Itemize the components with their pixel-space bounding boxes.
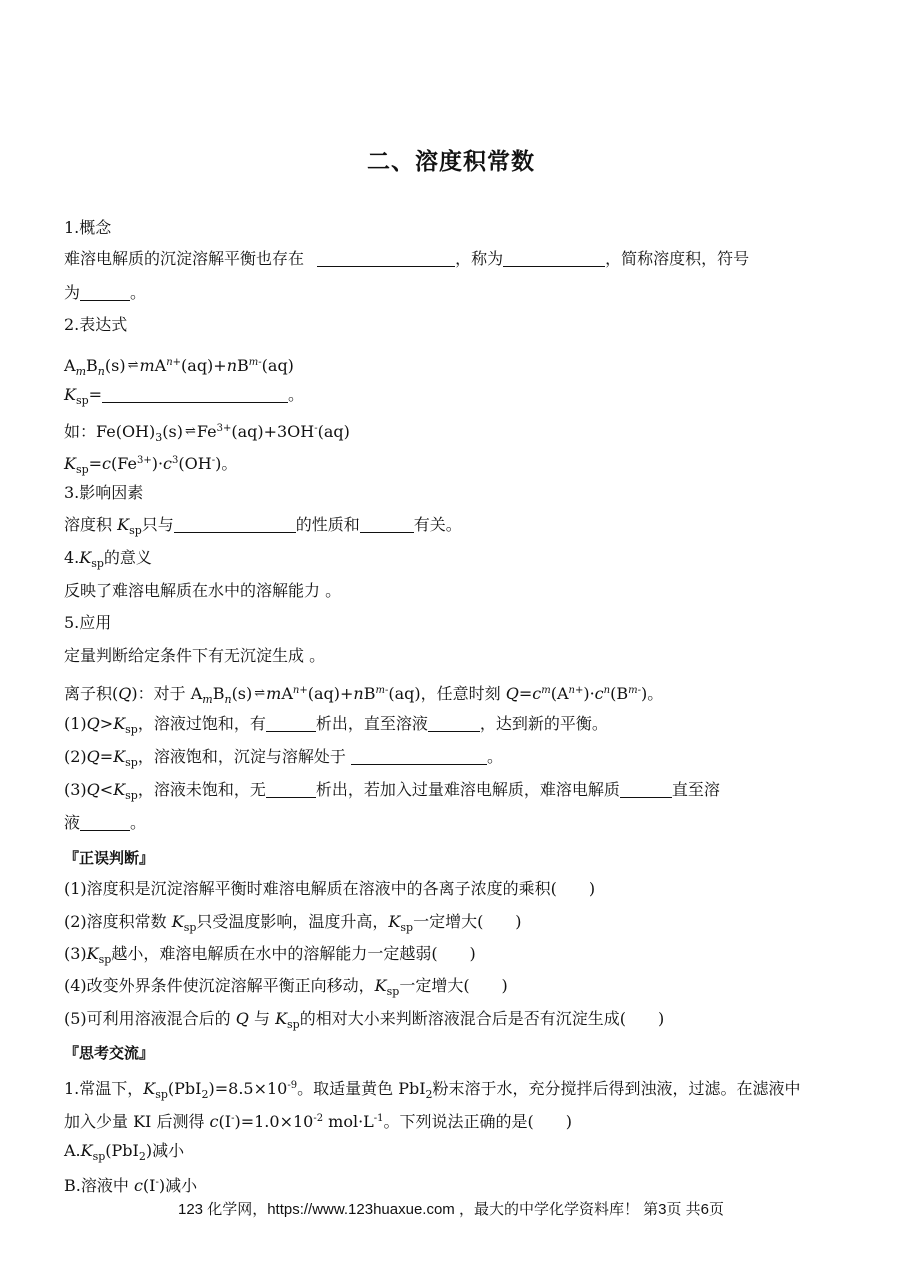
text: A. <box>64 1141 81 1160</box>
subscript: sp <box>125 756 138 769</box>
text: A <box>281 684 293 703</box>
text: 析出，若加入过量难溶电解质，难溶电解质 <box>315 780 620 799</box>
page-title: 二、溶度积常数 <box>367 148 535 175</box>
judge-heading: 『正误判断』 <box>64 849 155 867</box>
text: Q <box>505 684 519 703</box>
text: 只受温度影响，温度升高， <box>196 912 389 931</box>
option-b <box>64 1172 197 1197</box>
subscript: 2 <box>138 1150 146 1163</box>
text: ，达到新的平衡。 <box>479 714 608 733</box>
text: Fe <box>196 422 217 441</box>
superscript: m- <box>248 357 262 368</box>
text: n <box>226 356 238 375</box>
subscript: sp <box>91 557 104 570</box>
text: 一定增大( ) <box>399 976 508 995</box>
text: (1) <box>64 714 87 733</box>
subscript: sp <box>400 921 414 934</box>
subscript: sp <box>155 1088 168 1101</box>
subscript: sp <box>98 953 112 966</box>
superscript: m- <box>628 685 641 696</box>
text: B <box>212 684 225 703</box>
text: c <box>594 684 604 703</box>
text: Q <box>118 684 132 703</box>
superscript: 3+ <box>136 455 152 466</box>
text: K <box>113 714 126 733</box>
section-4-heading <box>64 547 152 575</box>
text: m <box>139 356 155 375</box>
text: K <box>113 780 126 799</box>
superscript: n+ <box>166 357 182 368</box>
blank <box>317 250 455 267</box>
text: 的相对大小来判断溶液混合后是否有沉淀生成( ) <box>299 1009 665 1028</box>
text: K <box>143 1079 156 1098</box>
text: 。下列说法正确的是( ) <box>383 1112 573 1131</box>
text: Q <box>86 780 100 799</box>
ksp-expression-blank <box>64 384 304 412</box>
text: ，简称溶度积，符号 <box>605 249 750 268</box>
blank <box>102 386 288 403</box>
text: )。 <box>215 454 238 473</box>
case-1-line <box>64 713 608 741</box>
text: (OH <box>178 454 212 473</box>
superscript: - <box>211 455 216 466</box>
text: 一定增大( ) <box>413 912 522 931</box>
text: (A <box>550 684 569 703</box>
text: K <box>117 515 130 534</box>
text: (3) <box>64 944 87 963</box>
subscript: 2 <box>201 1088 209 1101</box>
subscript: sp <box>92 1150 106 1163</box>
superscript: n <box>603 685 611 696</box>
text: )减小 <box>145 1141 185 1160</box>
text: (s) <box>104 356 126 375</box>
text: (aq) <box>317 422 350 441</box>
text: 只与 <box>141 515 174 534</box>
section-3-heading: 3.影响因素 <box>64 483 144 502</box>
example-equation <box>64 418 350 449</box>
text: (5)可利用溶液混合后的 <box>64 1009 236 1028</box>
section-4-text: 反映了难溶电解质在水中的溶解能力 。 <box>64 581 342 600</box>
superscript: - <box>231 1113 235 1124</box>
text: K <box>86 944 99 963</box>
superscript: - <box>155 1177 159 1188</box>
text: (aq) <box>261 356 294 375</box>
subscript: sp <box>386 985 400 998</box>
section-3-line <box>64 514 462 542</box>
text: )=8.5×10 <box>208 1079 288 1098</box>
subscript: sp <box>125 723 138 736</box>
section-5-heading: 5.应用 <box>64 613 112 632</box>
text: K <box>275 1009 288 1028</box>
text: B <box>363 684 376 703</box>
text: c <box>102 454 112 473</box>
text: 为 <box>64 283 81 302</box>
text: 。 <box>486 747 503 766</box>
blank <box>266 781 316 798</box>
superscript: n+ <box>292 685 308 696</box>
text: ，称为 <box>455 249 504 268</box>
text: 溶度积 <box>64 515 113 534</box>
blank <box>503 250 605 267</box>
text: 液 <box>64 813 81 832</box>
text: n <box>353 684 364 703</box>
page-footer: 123 化学网，https://www.123huaxue.com ，最大的中学化学资料库！ 第3页 共6页 <box>178 1201 724 1218</box>
text: c <box>532 684 542 703</box>
text: 的性质和 <box>295 515 360 534</box>
judge-item-5 <box>64 1008 664 1036</box>
subscript: sp <box>75 394 89 407</box>
text: Q <box>86 747 100 766</box>
subscript: sp <box>125 789 138 802</box>
text: 。取适量黄色 PbI <box>297 1079 426 1098</box>
case-3-line <box>64 779 720 807</box>
subscript: m <box>75 365 86 378</box>
text: = <box>88 385 103 404</box>
judge-item-2 <box>64 911 522 939</box>
text: (aq)+ <box>181 356 227 375</box>
text: K <box>171 912 184 931</box>
text: K <box>374 976 387 995</box>
text: 4. <box>64 548 80 567</box>
text: (aq)，任意时刻 <box>388 684 501 703</box>
text: K <box>388 912 401 931</box>
text: 有关。 <box>413 515 462 534</box>
text: (Fe <box>111 454 137 473</box>
subscript: m <box>202 693 213 706</box>
superscript: m- <box>375 685 389 696</box>
text: )。 <box>640 684 664 703</box>
superscript: -2 <box>313 1113 324 1124</box>
text: c <box>209 1112 219 1131</box>
equilibrium-arrow-icon: ⇌ <box>254 686 265 701</box>
case-3-line-2 <box>64 812 146 834</box>
text: c <box>163 454 172 473</box>
question-1-line-1 <box>64 1075 801 1106</box>
text: (s) <box>231 684 253 703</box>
judge-item-1: (1)溶度积是沉淀溶解平衡时难溶电解质在溶液中的各离子浓度的乘积( ) <box>64 879 596 898</box>
superscript: m <box>541 685 551 696</box>
superscript: -9 <box>287 1080 298 1091</box>
text: (PbI <box>105 1141 139 1160</box>
blank <box>428 715 480 732</box>
superscript: -1 <box>373 1113 384 1124</box>
text: ，溶液未饱和，无 <box>137 780 266 799</box>
ion-product-line <box>64 680 663 711</box>
text: 直至溶 <box>671 780 720 799</box>
text: 越小，难溶电解质在水中的溶解能力一定越弱( ) <box>111 944 476 963</box>
text: )=1.0×10 <box>234 1112 314 1131</box>
text: 如：Fe(OH) <box>64 422 156 441</box>
text: > <box>99 714 114 733</box>
judge-item-4 <box>64 975 508 1003</box>
text: Q <box>235 1009 249 1028</box>
text: ，溶液饱和，沉淀与溶解处于 <box>137 747 346 766</box>
text: 的意义 <box>103 548 152 567</box>
superscript: n+ <box>568 685 584 696</box>
text: = <box>88 454 103 473</box>
subscript: n <box>224 693 232 706</box>
blank <box>80 284 130 301</box>
text: (s) <box>162 422 183 441</box>
subscript: sp <box>287 1018 300 1031</box>
text: (PbI <box>167 1079 202 1098</box>
text: Q <box>86 714 100 733</box>
text: (aq)+ <box>307 684 354 703</box>
text: (2) <box>64 747 87 766</box>
text: 离子积( <box>64 684 119 703</box>
text: 1.常温下， <box>64 1079 144 1098</box>
text: )· <box>583 684 595 703</box>
text: 析出，直至溶液 <box>315 714 428 733</box>
judge-item-3 <box>64 943 476 971</box>
blank <box>266 715 316 732</box>
text: )· <box>151 454 164 473</box>
section-1-line-2 <box>64 282 146 304</box>
case-2-line <box>64 746 503 774</box>
text: 难溶电解质的沉淀溶解平衡也存在 <box>64 249 305 268</box>
text: (I <box>218 1112 232 1131</box>
text: K <box>80 1141 93 1160</box>
text: K <box>64 385 76 404</box>
text: ，溶液过饱和，有 <box>137 714 266 733</box>
text: (4)改变外界条件使沉淀溶解平衡正向移动， <box>64 976 375 995</box>
text: 粉末溶于水，充分搅拌后得到浊液，过滤。在滤液中 <box>432 1079 801 1098</box>
question-1-line-2 <box>64 1108 572 1133</box>
text: K <box>113 747 126 766</box>
blank <box>620 781 672 798</box>
subscript: n <box>97 365 105 378</box>
blank <box>174 516 296 533</box>
section-1-line-1 <box>64 248 749 270</box>
text: 。 <box>288 385 305 404</box>
subscript: sp <box>129 524 142 537</box>
text: c <box>133 1176 143 1195</box>
text: 加入少量 KI 后测得 <box>64 1112 210 1131</box>
text: A <box>154 356 167 375</box>
example-ksp-formula <box>64 450 237 481</box>
option-a <box>64 1140 184 1168</box>
text: K <box>64 454 76 473</box>
subscript: sp <box>183 921 197 934</box>
superscript: 3+ <box>216 423 232 434</box>
section-1-heading: 1.概念 <box>64 218 112 237</box>
section-5-text: 定量判断给定条件下有无沉淀生成 。 <box>64 646 326 665</box>
equilibrium-arrow-icon: ⇌ <box>184 424 195 439</box>
text: A <box>64 356 76 375</box>
text: (B <box>610 684 629 703</box>
text: B <box>86 356 98 375</box>
text: (3) <box>64 780 87 799</box>
text: )：对于 A <box>131 684 203 703</box>
blank <box>360 516 414 533</box>
think-heading: 『思考交流』 <box>64 1044 155 1062</box>
text: K <box>79 548 92 567</box>
text: (I <box>142 1176 156 1195</box>
blank <box>80 814 130 831</box>
text: = <box>99 747 114 766</box>
text: 与 <box>248 1009 276 1028</box>
equilibrium-arrow-icon: ⇌ <box>127 358 138 373</box>
text: (2)溶度积常数 <box>64 912 172 931</box>
text: = <box>518 684 533 703</box>
subscript: 3 <box>155 431 163 444</box>
text: 。 <box>130 813 147 832</box>
subscript: 2 <box>425 1088 433 1101</box>
superscript: - <box>314 423 318 434</box>
superscript: 3 <box>172 455 179 466</box>
text: mol·L <box>323 1112 374 1131</box>
text: )减小 <box>158 1176 198 1195</box>
text: B.溶液中 <box>64 1176 134 1195</box>
text: B <box>237 356 249 375</box>
blank <box>351 748 487 765</box>
text: (aq)+3OH <box>231 422 315 441</box>
general-equation <box>64 352 294 383</box>
subscript: sp <box>75 463 89 476</box>
section-2-heading: 2.表达式 <box>64 315 128 334</box>
text: m <box>266 684 282 703</box>
text: < <box>99 780 114 799</box>
text: 。 <box>130 283 147 302</box>
